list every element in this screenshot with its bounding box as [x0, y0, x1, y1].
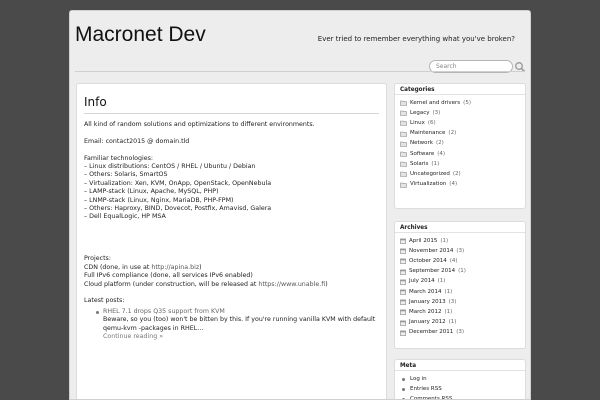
folder-icon	[400, 182, 407, 188]
list-item[interactable]	[400, 129, 520, 139]
latest-post-item	[96, 308, 384, 342]
categories-widget	[394, 83, 526, 209]
list-item-count: (1)	[458, 268, 466, 275]
list-item-label[interactable]: Legacy	[410, 109, 430, 116]
folder-icon	[400, 171, 407, 177]
list-item[interactable]	[400, 384, 520, 394]
list-item-label[interactable]: Maintenance	[410, 130, 446, 137]
list-item[interactable]	[400, 246, 520, 256]
tech-heading: Familiar technologies:	[84, 154, 153, 162]
list-item[interactable]	[400, 267, 520, 277]
list-item[interactable]	[400, 159, 520, 169]
list-item-label[interactable]: September 2014	[409, 268, 456, 275]
list-item[interactable]	[400, 318, 520, 328]
list-item[interactable]	[400, 394, 520, 400]
list-item-label[interactable]: Entries RSS	[410, 385, 442, 392]
calendar-icon	[400, 258, 406, 264]
project-ipv6: Full IPv6 compliance (done, all services IPv6 enabled)	[84, 272, 253, 280]
calendar-icon	[400, 299, 406, 305]
cloud-link[interactable]: https://www.unable.fi	[258, 280, 326, 288]
list-item-count: (1)	[431, 160, 440, 167]
list-item-label[interactable]: March 2014	[409, 288, 442, 295]
widget-title: Categories	[395, 84, 525, 95]
archives-list	[395, 233, 525, 340]
list-item-label[interactable]: July 2014	[409, 278, 435, 285]
list-item-count: (1)	[444, 308, 453, 315]
calendar-icon	[400, 279, 406, 285]
folder-icon	[400, 131, 407, 137]
list-item-count: (6)	[427, 119, 436, 126]
page-wrapper	[69, 10, 531, 400]
folder-icon	[400, 141, 407, 147]
list-item-count: (2)	[448, 130, 457, 137]
list-item-count: (2)	[452, 170, 461, 177]
calendar-icon	[400, 269, 406, 275]
list-item-count: (3)	[456, 247, 465, 254]
list-item-count: (3)	[448, 298, 457, 305]
archives-widget	[394, 221, 526, 349]
list-item[interactable]	[400, 277, 520, 287]
list-item[interactable]	[400, 287, 520, 297]
list-item-label[interactable]: November 2014	[409, 247, 454, 254]
list-item-label[interactable]: Comments RSS	[410, 395, 453, 400]
list-item[interactable]	[400, 118, 520, 128]
post-body	[84, 121, 384, 341]
list-item-count: (1)	[437, 278, 446, 285]
list-item[interactable]	[400, 108, 520, 118]
post-article	[76, 83, 387, 400]
latest-post-title[interactable]: RHEL 7.1 drops Q35 support from KVM	[103, 307, 225, 315]
latest-posts-list	[96, 308, 384, 342]
header-divider	[75, 71, 525, 72]
list-item-label[interactable]: Solaris	[410, 160, 429, 167]
list-item-count: (2)	[435, 140, 444, 147]
list-item-label[interactable]: Virtualization	[410, 181, 447, 188]
project-cloud: Cloud platform (under construction, will be released at https://www.unable.fi)	[84, 280, 328, 288]
list-item[interactable]	[400, 149, 520, 159]
calendar-icon	[400, 248, 406, 254]
list-item[interactable]	[400, 236, 520, 246]
latest-posts-heading: Latest posts:	[84, 297, 125, 305]
tech-item: – LNMP-stack (Linux, Nginx, MariaDB, PHP-FPM)	[84, 196, 234, 204]
list-item[interactable]	[400, 169, 520, 179]
list-item[interactable]	[400, 297, 520, 307]
list-item-label[interactable]: January 2012	[409, 319, 446, 326]
folder-icon	[400, 151, 407, 157]
tech-item: – Dell EqualLogic, HP MSA	[84, 213, 166, 221]
post-email: Email: contact2015 @ domain.tld	[84, 137, 190, 145]
latest-post-excerpt: Beware, so you (too) won't be bitten by this. If you're running vanilla KVM with default	[103, 316, 376, 324]
list-item[interactable]	[400, 98, 520, 108]
folder-icon	[400, 110, 407, 116]
calendar-icon	[400, 238, 406, 244]
list-item-count: (1)	[444, 288, 453, 295]
list-item-label[interactable]: March 2012	[409, 308, 442, 315]
post-intro: All kind of random solutions and optimizations to different environments.	[84, 121, 315, 128]
post-title[interactable]: Info	[84, 95, 107, 109]
bullet-icon	[402, 378, 405, 381]
list-item-label[interactable]: January 2013	[409, 298, 446, 305]
widget-title: Archives	[395, 222, 525, 233]
widget-title: Meta	[395, 360, 525, 371]
list-item-count: (5)	[463, 99, 471, 106]
meta-list	[395, 371, 525, 400]
latest-post-excerpt: qemu-kvm -packages in RHEL…	[103, 324, 204, 332]
list-item[interactable]	[400, 328, 520, 338]
list-item-count: (3)	[432, 109, 441, 116]
list-item[interactable]	[400, 180, 520, 190]
list-item-label[interactable]: Uncategorized	[410, 170, 450, 177]
tech-item: – Others: Solaris, SmartOS	[84, 171, 168, 179]
projects-heading: Projects:	[84, 255, 111, 263]
calendar-icon	[400, 320, 406, 326]
calendar-icon	[400, 289, 406, 295]
list-item-count: (1)	[448, 319, 457, 326]
list-item-count: (4)	[449, 257, 458, 264]
list-item[interactable]	[400, 374, 520, 384]
categories-list	[395, 95, 525, 192]
post-title-divider	[84, 113, 379, 114]
list-item-label[interactable]: Log in	[410, 375, 427, 382]
calendar-icon	[400, 309, 406, 315]
tech-item: – Linux distributions: CentOS / RHEL / Ubuntu / Debian	[84, 163, 256, 170]
tech-item: – Virtualization: Xen, KVM, OnApp, OpenStack, OpenNebula	[84, 179, 272, 187]
list-item-count: (4)	[437, 150, 446, 157]
list-item-label[interactable]: December 2011	[409, 329, 454, 336]
project-cdn: CDN (done, in use at http://apina.biz)	[84, 263, 202, 271]
list-item-count: (4)	[449, 181, 458, 188]
calendar-icon	[400, 330, 406, 336]
folder-icon	[400, 120, 407, 126]
continue-reading-link[interactable]: Continue reading »	[103, 333, 164, 341]
list-item[interactable]	[400, 256, 520, 266]
list-item-label[interactable]: Linux	[410, 119, 425, 126]
search-input[interactable]: Search	[429, 60, 513, 73]
list-item-label[interactable]: Network	[410, 140, 433, 147]
list-item-count: (3)	[456, 329, 465, 336]
tech-item: – Others: Haproxy, BIND, Dovecot, Postfix, Amavisd, Galera	[84, 205, 272, 213]
site-tagline: Ever tried to remember everything what you've broken?	[317, 35, 515, 43]
list-item-label[interactable]: April 2015	[409, 237, 438, 244]
meta-widget	[394, 359, 526, 400]
list-item-count: (1)	[440, 237, 449, 244]
tech-item: – LAMP-stack (Linux, Apache, MySQL, PHP)	[84, 188, 219, 196]
list-item-label[interactable]: Software	[410, 150, 435, 157]
list-item-label[interactable]: Kernel and drivers	[410, 99, 461, 106]
list-item-label[interactable]: October 2014	[409, 257, 447, 264]
site-title[interactable]: Macronet Dev	[75, 23, 206, 46]
list-item[interactable]	[400, 307, 520, 317]
folder-icon	[400, 161, 407, 167]
list-item[interactable]	[400, 139, 520, 149]
folder-icon	[400, 100, 407, 106]
cdn-link[interactable]: http://apina.biz	[151, 263, 200, 271]
bullet-icon	[402, 388, 405, 391]
